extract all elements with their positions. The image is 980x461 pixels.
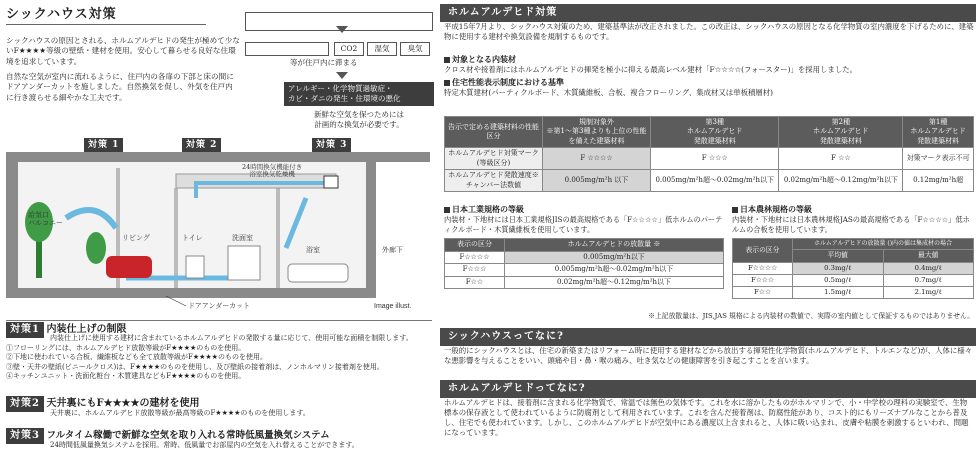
measure-2-head: 天井裏にもF★★★★の建材を使用: [46, 398, 200, 409]
house-diagram: [6, 138, 430, 316]
flow-need: [294, 110, 424, 130]
square-bullet-icon: [444, 57, 450, 63]
grade-header-line: ホルムアルデヒド: [686, 127, 743, 136]
house-section-illustration: [6, 138, 430, 316]
arrow-down-icon: [336, 26, 348, 33]
table-cell: 0.005mg/m²h超～0.02mg/m²h以下: [505, 264, 724, 276]
left-wall: [6, 162, 18, 292]
partition: [174, 188, 178, 288]
table-cell: 0.5mg/ℓ: [793, 274, 884, 286]
grade-table-header: [903, 117, 974, 148]
table-cell: 0.02mg/m²h超～0.12mg/m²h以下: [779, 170, 903, 192]
page-title: シックハウス対策: [6, 7, 117, 22]
grade-header-line: 第1種: [928, 118, 948, 126]
arrow-down-icon: [336, 72, 348, 79]
table-row: [733, 286, 974, 298]
right-intro: 平成15年7月より、シックハウス対策のため、建築基準法が改正されました。この改正は、シックハウスの原因となる化学物質の室内濃度を下げるために、建築物に使用する建材や換気設備を規制するものです。: [444, 22, 974, 41]
table-cell: F☆☆: [445, 276, 505, 288]
grade-table-header: 告示で定める建築材料の性能区分: [445, 117, 543, 148]
table-cell: 0.02mg/m²h超～0.12mg/m²h以下: [505, 276, 724, 288]
measure-1-item: ①フローリングには、ホルムアルデヒド放散等級がF★★★★のものを使用。: [6, 343, 246, 352]
fan-label: [242, 164, 302, 178]
grade-header-line: 発散建築材料: [819, 136, 862, 145]
flow-result-line-1: アレルギー・化学物質過敏症・: [288, 84, 393, 93]
table-row: [445, 148, 974, 170]
grade-header-line: ホルムアルデヒド: [910, 127, 966, 136]
square-bullet-icon: [444, 207, 450, 213]
table-cell: 0.4mg/ℓ: [883, 262, 974, 274]
measure-2-desc: 天井裏に、ホルムアルデヒド放散等級が最高等級のF★★★★のものを使用します。: [50, 408, 310, 417]
flow-top: 住宅の高気密化によって自然換気が困難: [245, 12, 433, 31]
section-header-formaldehyde: ホルムアルデヒド対策: [440, 4, 976, 22]
inlet-label-line-1: 給気口: [28, 211, 49, 219]
toilet-icon: [186, 256, 204, 278]
table-cell: 0.005mg/m²h以下: [505, 251, 724, 263]
standard-head: 住宅性能表示制度における基準: [452, 76, 564, 87]
intro-text-2: 自然な空気が室内に流れるように、住戸内の各扉の下部と床の間にドアアンダーカットを施しました。自然換気を促し、外気を住戸内に行き渡らせる細やかな工夫です。: [6, 72, 234, 102]
grade-header-line: 発散建築材料: [917, 136, 960, 145]
inlet-label: [28, 212, 63, 227]
jis-header: 表示の区分: [445, 239, 505, 251]
target-desc: クロス材や接着剤にはホルムアルデヒドの揮発を極小に抑える最高レベル建材「F☆☆☆☆(フォースター)」を採用しました。: [444, 64, 857, 74]
square-bullet-icon: [732, 207, 738, 213]
flow-smell: 臭気: [400, 42, 430, 56]
grade-table-header: [651, 117, 779, 148]
table-row: [445, 251, 724, 263]
flow-stay: 等が住戸内に滞まる: [290, 58, 358, 67]
measure-1: [6, 322, 432, 382]
jas-header: ホルムアルデヒドの放散量 ()内の値は集成材の場合: [793, 239, 974, 250]
measure-1-head: 内装仕上げの制限: [46, 324, 127, 335]
table-cell: ホルムアルデヒド発散速度※チャンバー法数値: [445, 170, 543, 192]
square-bullet-icon: [444, 80, 450, 86]
flow-need-line-1: 新鮮な空気を保つためには: [314, 110, 404, 119]
divider: [6, 320, 432, 321]
table-cell: F ☆☆☆: [651, 148, 779, 170]
diagram-tag-3: 対策 3: [312, 138, 351, 152]
flow-chem: ホルムアルデヒド: [245, 42, 329, 56]
measure-3-desc: 24時間低風量換気システムを採用。常時、低風量でお部屋内の空気を入れ替えることができます。: [50, 440, 359, 449]
table-cell: 0.3mg/ℓ: [793, 262, 884, 274]
flow-result-line-2: カビ・ダニの発生・住環境の悪化: [288, 93, 401, 103]
flow-moist: 湿気: [367, 42, 397, 56]
measure-3-head: フルタイム稼働で新鮮な空気を取り入れる常時低風量換気システム: [46, 430, 330, 441]
grade-table-header: [779, 117, 903, 148]
grade-table-wrap: [444, 116, 974, 192]
table-cell: F☆☆☆: [733, 274, 793, 286]
jas-header: 平均値: [793, 250, 884, 262]
inlet-label-line-2: バルコニー: [28, 218, 63, 227]
diagram-tag-2: 対策 2: [182, 138, 221, 152]
room-label-corridor: 外廊下: [382, 246, 403, 254]
plant-leaves-icon: [86, 232, 106, 264]
jis-head: 日本工業規格の等級: [452, 204, 524, 214]
intro-text: シックハウスの原因とされる、ホルムアルデヒドの発生が極めて少ないF★★★★等級の壁紙・建材を使用。安心して暮らせる良好な住環境を追求しています。: [6, 36, 240, 66]
measure-1-item: ④キッチンユニット・洗面化粧台・木質建具などもF★★★★のものを使用。: [6, 372, 246, 381]
grade-table-header: [543, 117, 651, 148]
table-cell: F ☆☆☆☆: [543, 148, 651, 170]
measure-1-item: ③壁・天井の壁紙(ビニールクロス)は、F★★★★のものを使用し、及び壁紙の接着剤は、ノンホルマリン接着剤を使用。: [6, 362, 384, 371]
table-row: [445, 170, 974, 192]
target-section: [444, 54, 974, 98]
undercut-label: ドアアンダーカット: [188, 302, 251, 310]
jis-section: [444, 204, 724, 289]
grade-header-line: 発散建築材料: [693, 136, 736, 145]
left-column: [0, 0, 436, 461]
fan-label-line-1: 24時間換気機能付き: [242, 163, 303, 171]
grade-header-line: 第2種: [831, 118, 851, 126]
table-cell: 0.005mg/m²h 以下: [543, 170, 651, 192]
grade-header-line: ホルムアルデヒド: [813, 127, 869, 136]
table-cell: F ☆☆: [779, 148, 903, 170]
measure-2-tag: 対策2: [6, 396, 44, 412]
fan-icon: [324, 176, 338, 188]
grade-header-line: 第3種: [705, 118, 724, 126]
sofa-icon: [106, 256, 152, 278]
measure-3-tag: 対策3: [6, 428, 44, 444]
sickhouse-desc: 一般的にシックハウスとは、住宅の新築またはリフォーム時に使用する建材などから放出する揮発性化学物質(ホルムアルデヒド、トルエンなど)が、人体に様々な悪影響を与えることをいい、頭痛や目・鼻・喉の痛み、吐き気などの健康障害を引き起こすことを言います。: [444, 346, 973, 365]
partition: [276, 188, 280, 288]
room-label-wash: 洗面室: [232, 234, 253, 242]
right-wall: [366, 162, 376, 292]
measure-1-tag: 対策1: [6, 322, 44, 338]
table-cell: 1.5mg/ℓ: [793, 286, 884, 298]
illust-note: Image illust.: [374, 303, 412, 310]
table-cell: F☆☆☆: [445, 264, 505, 276]
flow-need-line-2: 計画的な換気が必要です。: [314, 120, 404, 130]
section-header-sickhouse: シックハウスってなに?: [440, 328, 976, 346]
grade-table: [444, 116, 974, 192]
bathtub-icon: [288, 264, 348, 282]
table-row: [733, 262, 974, 274]
floor-slab: [6, 288, 376, 298]
jis-table: [444, 238, 724, 289]
table-cell: 0.005mg/m²h超～0.02mg/m²h以下: [651, 170, 779, 192]
table-cell: F☆☆☆☆: [733, 262, 793, 274]
jas-header: 最大値: [883, 250, 974, 262]
room-label-toilet: トイレ: [182, 234, 203, 242]
table-cell: 2.1mg/ℓ: [883, 286, 974, 298]
target-head: 対象となる内装材: [452, 54, 516, 64]
table-cell: F☆☆☆☆: [445, 251, 505, 263]
fan-label-line-2: 浴室換気乾燥機: [249, 170, 295, 179]
grade-header-line: 規制対象外: [579, 118, 614, 126]
room-label-living: リビング: [122, 234, 150, 242]
measure-3: [6, 428, 432, 450]
measure-1-desc: 内装仕上げに使用する建材に含まれているホルムアルデヒドの発散する量に応じて、使用可能な面積を制限します。: [50, 333, 413, 342]
table-note: ※上記放散量は、JIS,JAS 規格による内装材の数値で、実際の室内値として保証するものではありません。: [648, 312, 974, 320]
room-label-bath: 浴室: [306, 246, 320, 254]
table-cell: 0.12mg/m²h超: [903, 170, 974, 192]
jas-desc: 内装材・下地材には日本農林規格JASの最高規格である「F☆☆☆☆」低ホルムの合板を使用しています。: [732, 214, 970, 234]
ceiling-slab: [6, 152, 430, 162]
flow-co2: CO2: [334, 42, 364, 56]
measure-2: [6, 396, 432, 418]
table-row: [733, 274, 974, 286]
section-header-what-formaldehyde: ホルムアルデヒドってなに?: [440, 380, 976, 398]
formaldehyde-desc: ホルムアルデヒドは、接着剤に含まれる化学物質で、常温では無色の気体です。これを水に溶かしたものがホルマリンで、小・中学校の理科の実験室で、生物標本の保存液として使われているように防腐剤として利用されています。これを含んだ接着剤は、防腐性能があり、コスト的にもリーズナブルなことから普及し、住宅でも使われています。しかし、このホルムアルデヒドが空気中にある濃度以上含まれると、人体に吸い込まれ、皮膚や粘膜を刺激するといわれ、問題になっています。: [444, 398, 969, 437]
table-row: [445, 264, 724, 276]
standard-desc: 特定木質建材(パーティクルボード、木質繊維板、合板、複合フローリング、集成材又は単板積層材): [444, 87, 774, 97]
jis-desc: 内装材・下地材には日本工業規格JISの最高規格である「F☆☆☆☆」低ホルムのパーティクルボード・木質繊維板を使用しています。: [444, 214, 723, 234]
jas-head: 日本農林規格の等級: [740, 204, 812, 214]
jas-table: [732, 238, 974, 299]
table-row: [445, 276, 724, 288]
jas-header: 表示の区分: [733, 239, 793, 262]
flow-result: [284, 82, 434, 106]
measure-1-item: ②下地に使われている合板、繊維板なども全て放散等級がF★★★★のものを使用。: [6, 353, 267, 362]
table-cell: 対策マーク表示不可: [903, 148, 974, 170]
divider: [6, 24, 206, 25]
right-column: [440, 0, 980, 461]
table-cell: 0.7mg/ℓ: [883, 274, 974, 286]
table-cell: F☆☆: [733, 286, 793, 298]
diagram-tag-1: 対策 1: [84, 138, 123, 152]
jis-header: ホルムアルデヒドの放散量 ※: [505, 239, 724, 251]
grade-header-line: ※第1～第3種よりも上位の性能を備えた建築材料: [546, 127, 647, 145]
table-cell: ホルムアルデヒド対策マーク(等級区分): [445, 148, 543, 170]
jas-section: [732, 204, 974, 299]
washstand-icon: [228, 246, 260, 280]
